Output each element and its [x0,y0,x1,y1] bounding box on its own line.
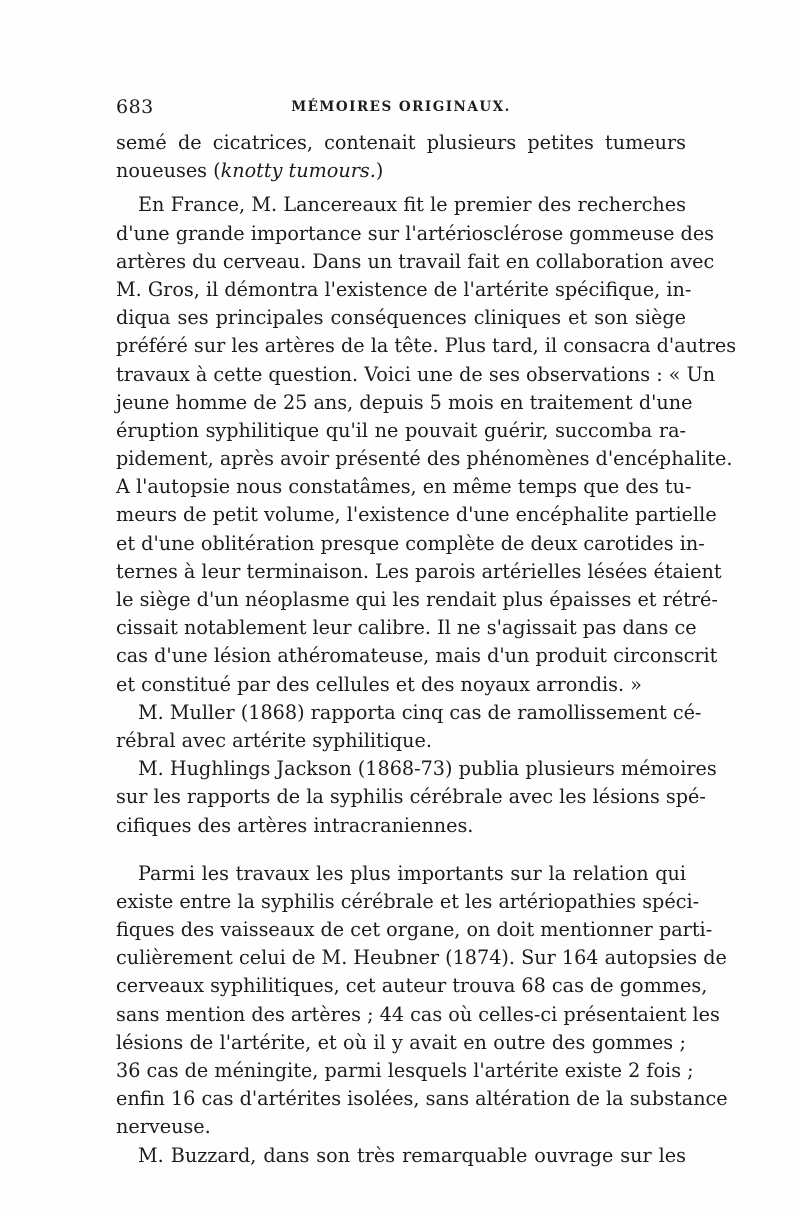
text-line: jeune homme de 25 ans, depuis 5 mois en traitement d'une [116,390,693,414]
paragraph-1 [116,129,686,185]
text-line: enfin 16 cas d'artérites isolées, sans altération de la substance [116,1087,728,1111]
text-fragment: noueuses ( [116,159,221,183]
running-head [116,96,686,124]
text-line: et constitué par des cellules et des noyaux arrondis. » [116,672,642,696]
text-line: rébral avec artérite syphilitique. [116,728,432,752]
text-line: ternes à leur terminaison. Les parois artérielles lésées étaient [116,559,722,583]
text-line [116,157,686,185]
text-line: le siège d'un néoplasme qui les rendait plus épaisses et rétré- [116,588,718,611]
text-line: cas d'une lésion athéromateuse, mais d'un produit circonscrit [116,644,718,668]
text-line: travaux à cette question. Voici une de ses observations : « Un [116,362,716,386]
text-line: sur les rapports de la syphilis cérébrale avec les lésions spé- [116,785,706,809]
text-line: En France, M. Lancereaux fit le premier des recherches [138,193,686,217]
text-line: A l'autopsie nous constatâmes, en même temps que des tu- [116,475,692,499]
text-line: meurs de petit volume, l'existence d'une encéphalite partielle [116,503,717,527]
text-line: pidement, après avoir présenté des phénomènes d'encéphalite. [116,447,733,471]
text-line: fiques des vaisseaux de cet organe, on doit mentionner parti- [116,918,713,942]
text-line: Parmi les travaux les plus importants sur la relation qui [138,861,686,885]
paragraph-6 [116,1142,686,1170]
paragraph-4 [116,755,717,840]
text-line: cifiques des artères intracraniennes. [116,813,474,837]
text-line: M. Buzzard, dans son très remarquable ouvrage sur les [138,1143,686,1167]
text-line: préféré sur les artères de la tête. Plus tard, il consacra d'autres [116,334,737,358]
text-line: et d'une oblitération presque complète de deux carotides in- [116,531,705,555]
running-title: MÉMOIRES ORIGINAUX. [291,99,511,115]
text-line: M. Hughlings Jackson (1868-73) publia plusieurs mémoires [138,757,717,781]
text-line: nerveuse. [116,1115,211,1139]
text-line: cerveaux syphilitiques, cet auteur trouva 68 cas de gommes, [116,974,708,998]
text-line: éruption syphilitique qu'il ne pouvait guérir, succomba ra- [116,418,686,442]
text-line: diqua ses principales conséquences cliniques et son siège [116,306,686,330]
text-line: artères du cerveau. Dans un travail fait en collaboration avec [116,249,715,273]
text-line: M. Gros, il démontra l'existence de l'artérite spécifique, in- [116,277,692,301]
text-line: lésions de l'artérite, et où il y avait en outre des gommes ; [116,1030,686,1054]
text-line: existe entre la syphilis cérébrale et les artériopathies spéci- [116,889,700,913]
text-fragment: ) [375,159,384,183]
text-line: 36 cas de méningite, parmi lesquels l'artérite existe 2 fois ; [116,1059,694,1082]
paragraph-3 [116,699,702,755]
page-number: 683 [116,96,154,118]
text-line: d'une grande importance sur l'artériosclérose gommeuse des [116,221,715,245]
paragraph-2 [116,191,737,698]
text-line: M. Muller (1868) rapporta cinq cas de ramollissement cé- [138,700,702,724]
english-term: knotty tumours. [220,159,376,183]
text-line: sans mention des artères ; 44 cas où celles-ci présentaient les [116,1002,720,1026]
text-line: culièrement celui de M. Heubner (1874). Sur 164 autopsies de [116,946,727,970]
text-line: cissait notablement leur calibre. Il ne s'agissait pas dans ce [116,616,697,640]
paragraph-5 [116,860,728,1142]
body-text [116,129,737,1170]
text-line: semé de cicatrices, contenait plusieurs petites tumeurs [116,131,686,154]
